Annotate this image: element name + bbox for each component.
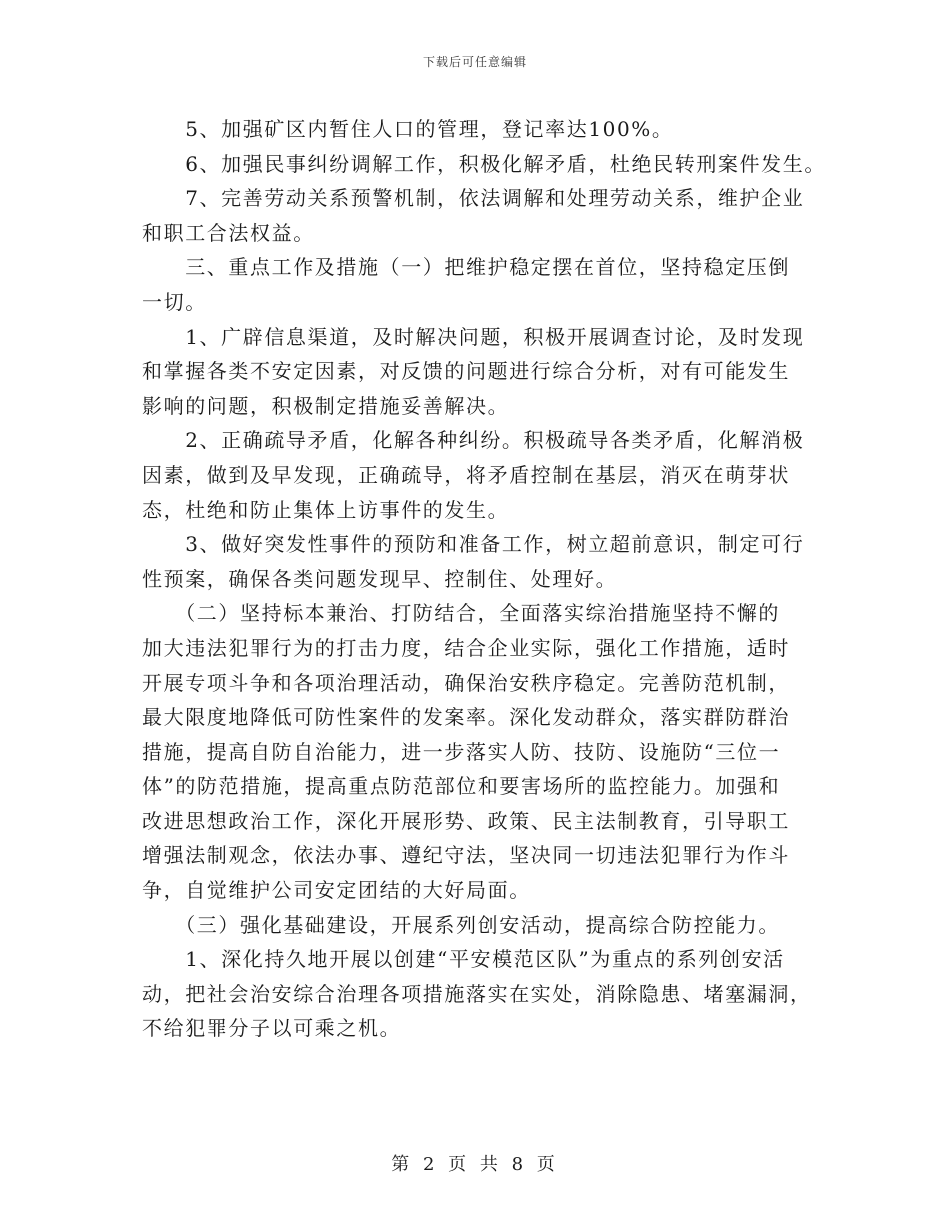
text-line: 因素，做到及早发现，正确疏导，将矛盾控制在基层，消灭在萌芽状 [142, 462, 790, 487]
text-line: 7、完善劳动关系预警机制，依法调解和处理劳动关系，维护企业 [142, 186, 805, 211]
text-line: 和职工合法权益。 [142, 220, 315, 245]
text-line: 性预案，确保各类问题发现早、控制住、处理好。 [142, 566, 618, 591]
text-line: 三、重点工作及措施（一）把维护稳定摆在首位，坚持稳定压倒 [142, 255, 790, 280]
text-line: 增强法制观念，依法办事、遵纪守法，坚决同一切违法犯罪行为作斗 [142, 843, 790, 868]
page-header: 下载后可任意编辑 [422, 55, 527, 69]
page-footer: 第 2 页 共 8 页 [391, 1154, 559, 1175]
text-line: 6、加强民事纠纷调解工作，积极化解矛盾，杜绝民转刑案件发生。 [142, 151, 826, 176]
document-body [142, 112, 826, 1046]
text-line: 开展专项斗争和各项治理活动，确保治安秩序稳定。完善防范机制， [142, 670, 790, 695]
text-line: 争，自觉维护公司安定团结的大好局面。 [142, 878, 531, 903]
text-line: （二）坚持标本兼治、打防结合，全面落实综治措施坚持不懈的 [142, 601, 780, 626]
text-line: 和掌握各类不安定因素，对反馈的问题进行综合分析，对有可能发生 [142, 359, 790, 384]
text-line: 措施，提高自防自治能力，进一步落实人防、技防、设施防“三位一 [142, 739, 781, 764]
text-line: 态，杜绝和防止集体上访事件的发生。 [142, 497, 510, 522]
text-line: 1、深化持久地开展以创建“平安模范区队”为重点的系列创安活 [142, 947, 785, 972]
text-line: 改进思想政治工作，深化开展形势、政策、民主法制教育，引导职工 [142, 808, 790, 833]
text-line: 一切。 [142, 289, 207, 314]
text-line: 1、广辟信息渠道，及时解决问题，积极开展调查讨论，及时发现 [142, 324, 805, 349]
text-line: 2、正确疏导矛盾，化解各种纠纷。积极疏导各类矛盾，化解消极 [142, 428, 805, 453]
text-line: 5、加强矿区内暂住人口的管理，登记率达100%。 [142, 117, 674, 141]
text-line: 不给犯罪分子以可乘之机。 [142, 1016, 402, 1041]
text-line: 影响的问题，积极制定措施妥善解决。 [142, 393, 510, 418]
text-line: 动，把社会治安综合治理各项措施落实在实处，消除隐患、堵塞漏洞， [142, 981, 812, 1006]
text-line: 体”的防范措施，提高重点防范部位和要害场所的监控能力。加强和 [142, 774, 781, 799]
text-line: 3、做好突发性事件的预防和准备工作，树立超前意识，制定可行 [142, 532, 805, 557]
text-line: （三）强化基础建设，开展系列创安活动，提高综合防控能力。 [142, 912, 780, 937]
text-line: 加大违法犯罪行为的打击力度，结合企业实际，强化工作措施，适时 [142, 635, 790, 660]
text-line: 最大限度地降低可防性案件的发案率。深化发动群众，落实群防群治 [142, 705, 790, 730]
